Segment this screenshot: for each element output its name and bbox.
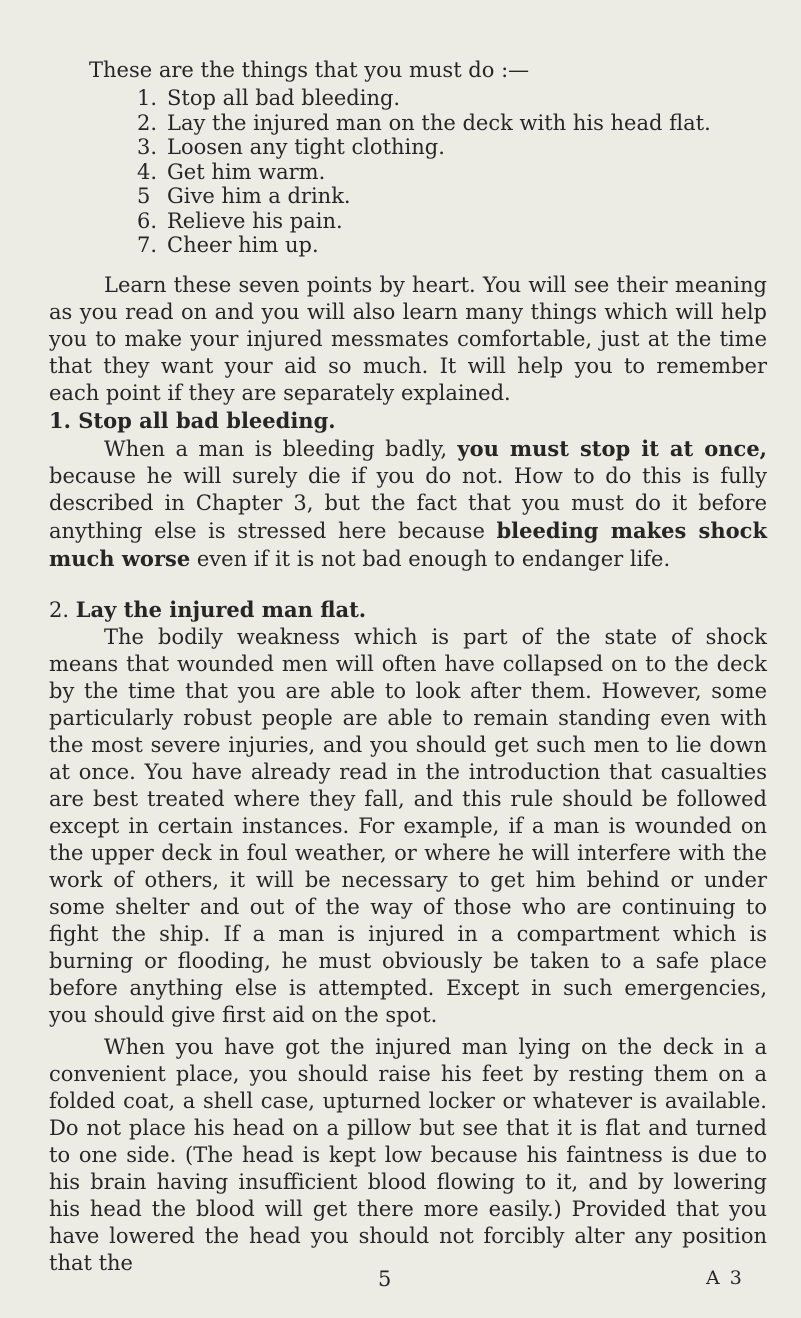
list-item — [137, 184, 767, 209]
step-text: Cheer him up. — [167, 233, 319, 257]
list-item — [137, 135, 767, 160]
section-2-paragraph-2: When you have got the injured man lying on the deck in a convenient place, you should raise his feet by resting them on a folded coat, a shell case, upturned locker or whatever is available. Do not place his head on a pillow but see that it is flat and turned to one side. (The head is kept low because his faintness is due to his brain having insufficient blood flowing to it, and by lowering his head the blood will get there more easily.) Provided that you have lowered the head you should not forcibly alter any position that the — [49, 1034, 767, 1275]
list-item — [137, 111, 767, 136]
section-1-paragraph — [49, 435, 767, 573]
step-text: Stop all bad bleeding. — [167, 86, 401, 110]
step-number: 2. — [137, 110, 158, 135]
step-number: 5 — [137, 184, 151, 208]
intro-line: These are the things that you must do :— — [89, 58, 530, 82]
step-text: Lay the injured man on the deck with his head flat. — [167, 110, 711, 135]
step-number: 4. — [137, 159, 158, 184]
step-text: Get him warm. — [167, 159, 326, 184]
step-number: 3. — [137, 135, 158, 159]
page-footer — [0, 1267, 801, 1297]
text-run: because he will surely die if you do not. How to do this is fully described in Chapter 3, but the fact that you must do it before anything else is stressed here because — [49, 463, 767, 543]
emphasis-text: you must stop it at once, — [457, 435, 767, 461]
section-2-paragraph-1: The bodily weakness which is part of the state of shock means that wounded men will often have collapsed on to the deck by the time that you are able to look after them. However, some particularly robust people are able to remain standing even with the most severe injuries, and you should get such men to lie down at once. You have already read in the introduction that casualties are best treated where they fall, and this rule should be followed except in certain instances. For example, if a man is wounded on the upper deck in foul weather, or where he will interfere with the work of others, it will be necessary to get him behind or under some shelter and out of the way of those who are continuing to fight the ship. If a man is injured in a compartment which is burning or flooding, he must obviously be taken to a safe place before anything else is attempted. Except in such emergencies, you should give first aid on the spot. — [49, 624, 767, 1027]
text-run: When a man is bleeding badly, — [104, 436, 458, 461]
step-number: 6. — [137, 208, 158, 233]
learn-paragraph: Learn these seven points by heart. You will see their meaning as you read on and you will also learn many things which will help you to make your injured messmates comfortable, just at the time that they want your aid so much. It will help you to remember each point if they are separately explained. — [49, 272, 767, 405]
step-text: Relieve his pain. — [167, 208, 343, 233]
step-number: 1. — [137, 86, 158, 110]
emphasis-text: bleeding makes shock much worse — [49, 517, 767, 571]
page-number: 5 — [378, 1267, 392, 1291]
step-text: Loosen any tight clothing. — [167, 135, 445, 159]
signature-mark: A 3 — [706, 1267, 744, 1289]
section-title: Lay the injured man flat. — [75, 596, 367, 622]
section-number: 2. — [49, 597, 70, 622]
list-item — [137, 209, 767, 234]
steps-list — [49, 86, 767, 258]
text-run: even if it is not bad enough to endanger life. — [190, 546, 671, 571]
step-text: Give him a drink. — [167, 184, 351, 208]
section-2-heading — [49, 596, 767, 624]
section-1-heading: 1. Stop all bad bleeding. — [49, 407, 336, 433]
list-item — [137, 86, 767, 111]
step-number: 7. — [137, 233, 158, 257]
list-item — [137, 160, 767, 185]
list-item — [137, 233, 767, 258]
